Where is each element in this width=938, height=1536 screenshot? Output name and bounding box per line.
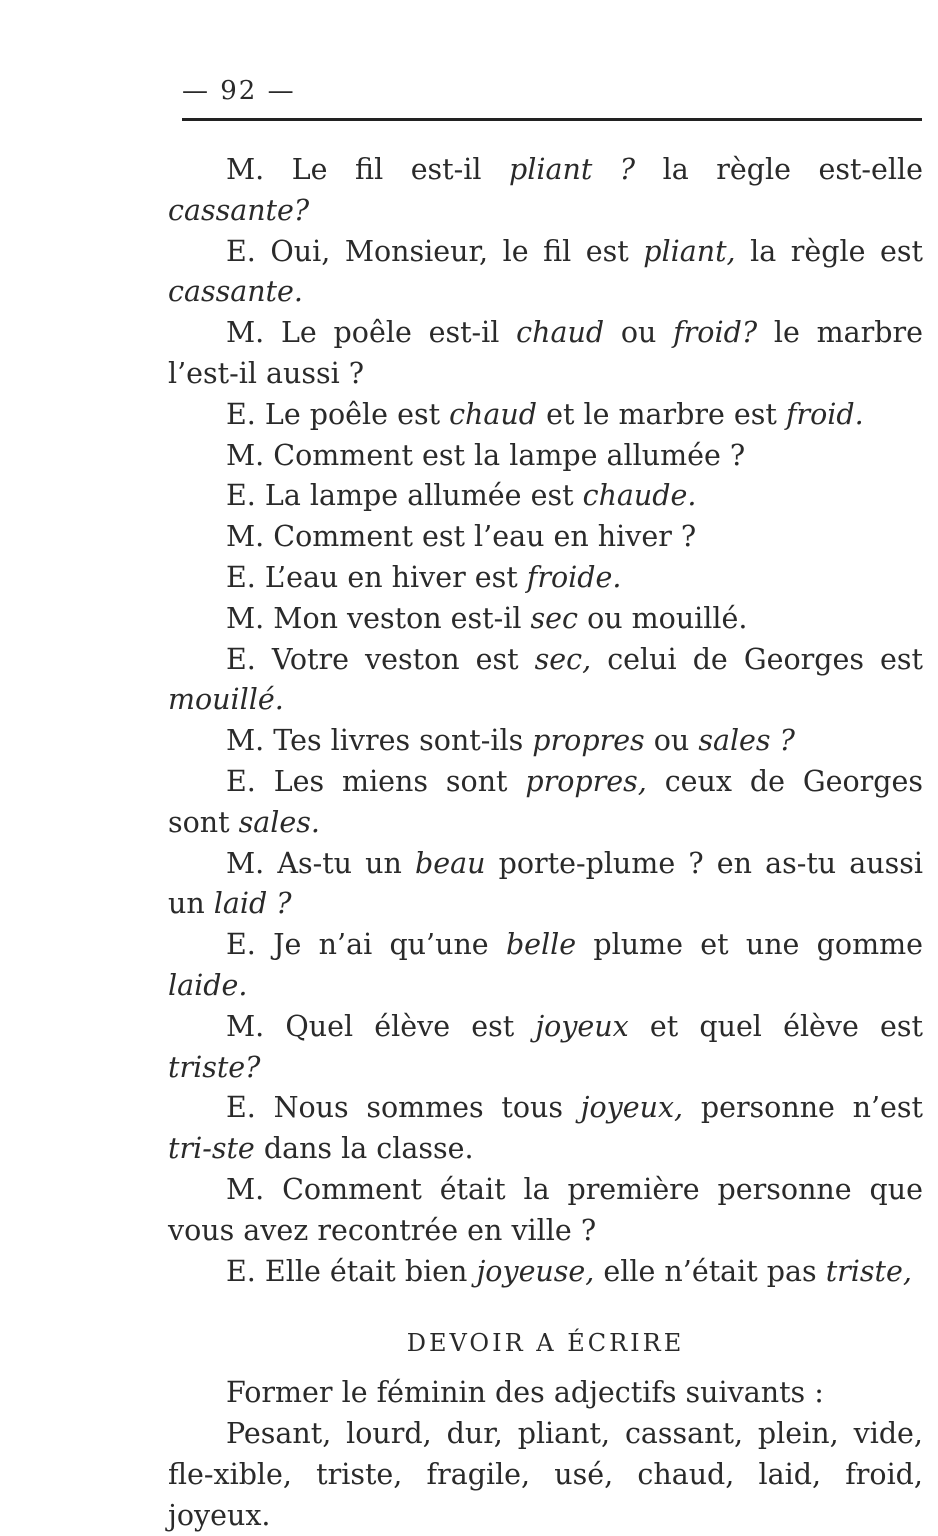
italic-run: froide. xyxy=(526,560,622,594)
text-run: le marbre l’est-il aussi ? xyxy=(168,316,923,390)
text-run: M. Comment est l’eau en hiver ? xyxy=(226,520,697,554)
text-run: ceux de Georges sont xyxy=(168,764,923,839)
dialogue-line xyxy=(168,558,923,599)
dialogue-line xyxy=(168,232,923,314)
text-run: E. Votre veston est xyxy=(226,642,535,676)
italic-run: laide. xyxy=(168,968,248,1002)
text-run: E. Oui, Monsieur, le fil est xyxy=(226,234,644,268)
text-run: M. As-tu un xyxy=(226,846,415,880)
page-body xyxy=(168,150,923,1536)
dialogue-line xyxy=(168,436,923,477)
italic-run: pliant, xyxy=(643,234,736,268)
dialogue-line xyxy=(168,395,923,436)
text-run: M. Le fil est-il xyxy=(226,153,510,186)
text-run: personne n’est xyxy=(683,1091,923,1125)
italic-run: froid? xyxy=(673,316,758,350)
italic-run: joyeuse, xyxy=(476,1254,595,1288)
dialogue-line xyxy=(168,517,923,558)
dialogue-line xyxy=(168,313,923,395)
section-heading: DEVOIR A ÉCRIRE xyxy=(406,1329,685,1358)
italic-run: sales ? xyxy=(698,724,795,758)
italic-run: chaude. xyxy=(582,479,697,513)
italic-run: beau xyxy=(415,846,486,880)
text-run: M. Le poêle est-il xyxy=(226,316,517,350)
text-run: et quel élève est xyxy=(628,1009,923,1043)
text-run: porte-plume ? en as-tu aussi un xyxy=(168,846,923,921)
italic-run: cassante. xyxy=(168,275,303,309)
dialogue-line xyxy=(168,762,923,844)
text-run: E. La lampe allumée est xyxy=(226,479,583,513)
text-run: ou xyxy=(644,724,699,758)
italic-run: sec, xyxy=(534,642,592,676)
text-run: E. Je n’ai qu’une xyxy=(226,928,506,962)
italic-run: laid ? xyxy=(213,887,292,921)
text-run: ou mouillé. xyxy=(578,601,748,635)
dialogue-line xyxy=(168,721,923,762)
text-run: et le marbre est xyxy=(537,397,786,431)
dialogue-line xyxy=(168,844,923,926)
text-run: E. Nous sommes tous xyxy=(226,1091,581,1125)
text-run: plume et une gomme xyxy=(576,928,923,962)
exercise-list: Pesant, lourd, dur, pliant, cassant, plein, vide, fle-xible, triste, fragile, usé, chaud, laid, froid, joyeux. xyxy=(168,1416,923,1532)
italic-run: belle xyxy=(505,928,577,962)
dialogue xyxy=(168,150,923,1292)
text-run: M. Mon veston est-il xyxy=(226,601,531,635)
italic-run: propres xyxy=(532,724,645,758)
italic-run: sales. xyxy=(238,805,320,839)
dialogue-line xyxy=(168,1088,923,1170)
italic-run: joyeux xyxy=(535,1009,629,1043)
italic-run: cassante? xyxy=(168,193,310,227)
dialogue-line xyxy=(168,150,923,232)
italic-run: sec xyxy=(530,601,579,635)
dialogue-line xyxy=(168,476,923,517)
text-run: ou xyxy=(604,316,674,350)
header-rule xyxy=(182,118,922,121)
italic-run: froid. xyxy=(785,397,864,431)
text-run: M. Comment était la première personne que vous avez recontrée en ville ? xyxy=(168,1172,923,1247)
dialogue-line xyxy=(168,1170,923,1252)
text-run: E. Les miens sont xyxy=(226,764,526,798)
italic-run: tri-ste xyxy=(168,1132,255,1166)
text-run: celui de Georges est xyxy=(591,642,923,676)
exercise-instruction: Former le féminin des adjectifs suivants : xyxy=(226,1376,824,1410)
text-run: M. Tes livres sont-ils xyxy=(226,724,533,758)
italic-run: pliant ? xyxy=(509,153,636,186)
text-run: la règle est xyxy=(735,234,923,268)
text-run: E. Le poêle est xyxy=(226,397,450,431)
text-run: E. L’eau en hiver est xyxy=(226,560,527,594)
text-run: dans la classe. xyxy=(254,1132,474,1166)
italic-run: joyeux, xyxy=(580,1091,684,1125)
text-run: M. Quel élève est xyxy=(226,1009,536,1043)
text-run: E. Elle était bien xyxy=(226,1254,477,1288)
text-run: elle n’était pas xyxy=(594,1254,826,1288)
dialogue-line xyxy=(168,640,923,722)
italic-run: chaud xyxy=(449,397,538,431)
dialogue-line xyxy=(168,1252,923,1293)
italic-run: triste, xyxy=(825,1254,912,1288)
text-run: la règle est-elle xyxy=(635,153,923,186)
page-header: — 92 — xyxy=(182,76,296,106)
text-run: M. Comment est la lampe allumée ? xyxy=(226,438,746,472)
dialogue-line xyxy=(168,925,923,1007)
dialogue-line xyxy=(168,599,923,640)
italic-run: propres, xyxy=(525,764,647,798)
dialogue-line xyxy=(168,1007,923,1089)
italic-run: mouillé. xyxy=(168,683,284,717)
italic-run: triste? xyxy=(168,1050,261,1084)
italic-run: chaud xyxy=(516,316,605,350)
